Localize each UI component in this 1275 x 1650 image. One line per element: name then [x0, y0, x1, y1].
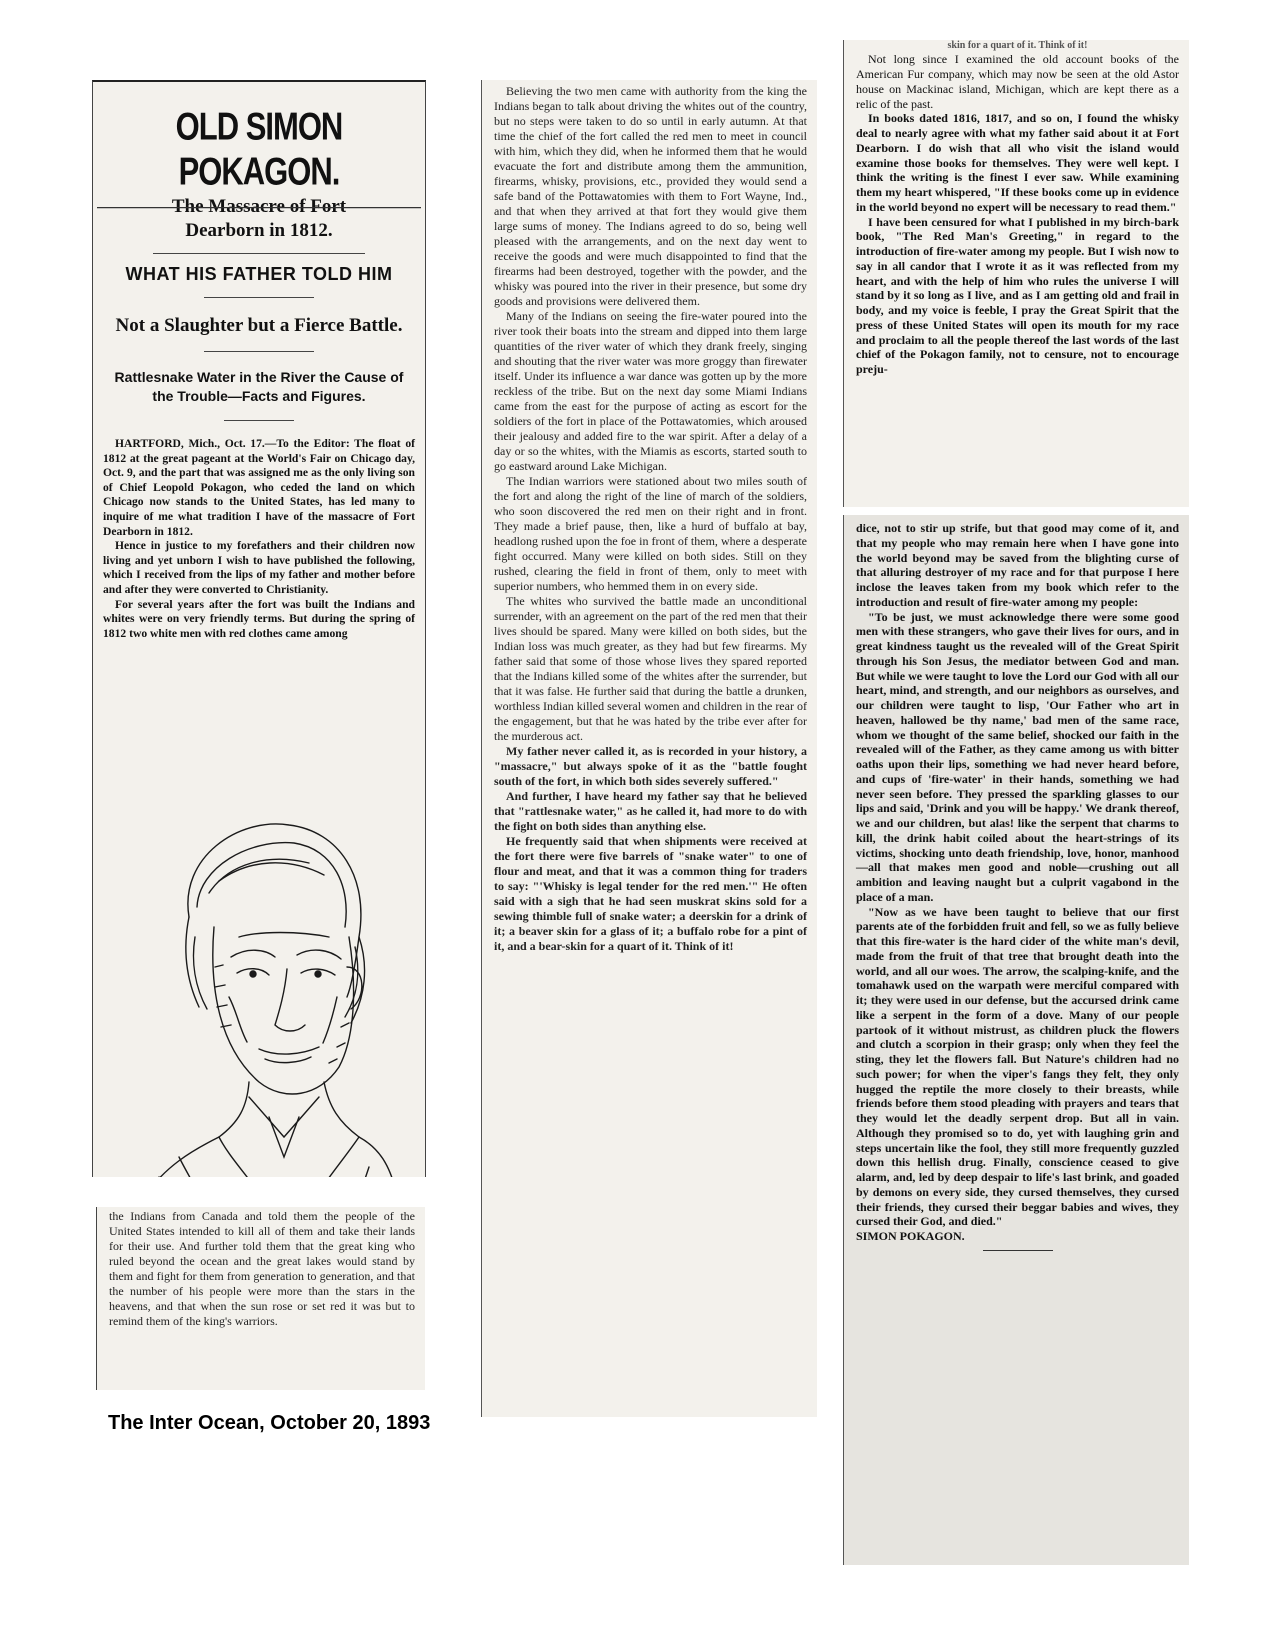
paragraph: "Now as we have been taught to believe that our first parents ate of the forbidden fruit and fell, so we as fully believe that this fire-water is the hard cider of the white man's devil, made from the fruit of that tree that brought death into the world, and all our woes. The arrow, the scalping-knife, and the tomahawk used on the warpath were merciful compared with it; they were used in our defense, but the accursed drink came like a serpent in the form of a dove. Many of our people partook of it without mistrust, as children pluck the flowers and clutch a scorpion in their grasp; only when they feel the sting, they let the flowers fall. But Nature's children had no such power; for when the viper's fangs they felt, they only hugged the reptile the more closely to their breasts, while friends before them stood pleading with prayers and tears that they would let the deadly serpent drop. But all in vain. Although they promised so to do, yet with laughing grin and steps uncertain like the fool, they still more frequently guzzled down this hellish drug. Finally, conscience ceased to give alarm, and, led by deep despair to life's last brink, and goaded by demons on every side, they cursed themselves, they cursed their friends, they cursed their beggar babies and wives, they cursed their God, and died." — [856, 904, 1179, 1229]
subheadline-battle: Not a Slaughter but a Fierce Battle. — [115, 314, 403, 336]
article-column-2 — [481, 80, 817, 1417]
source-credit: The Inter Ocean, October 20, 1893 — [108, 1412, 431, 1434]
headline: OLD SIMON POKAGON. — [97, 82, 421, 208]
paragraph: dice, not to stir up strife, but that good may come of it, and that my people who may remain here when I have gone into the world beyond may be saved from the blighting curse of that alluring destroyer of my race and for that purpose I here inclose the leaves taken from my book which refer to the introduction and result of fire-water among my people: — [856, 521, 1179, 609]
paragraph: Many of the Indians on seeing the fire-water poured into the river took their boats into the stream and dipped into them large quantities of the river water of which they drank freely, singing and shouting that the river water was more groggy than firewater itself. Under its influence a war dance was gotten up by the more reckless of the tribe. But on the next day some Miami Indians came from the east for the purpose of acting as escort for the soldiers of the fort in place of the Pottawatomies, which aroused their jealousy and added fire to the war spirit. After a delay of a day or so the whites, with the Miamis as escorts, started south to go eastward around Lake Michigan. — [494, 309, 807, 473]
paragraph: "To be just, we must acknowledge there were some good men with these strangers, who gave their lives for ours, and in great kindness taught us the revealed will of the Great Spirit through his Son Jesus, the mediator between God and man. But while we were taught to love the Lord our God with all our heart, mind, and strength, and our neighbors as ourselves, and our children were taught to lisp, 'Our Father who art in heaven, hallowed be thy name,' bad men of the same race, whom we thought of the same belief, shocked our faith in the revealed will of the Father, as they came among us with bitter oaths upon their lips, something we had never heard before, and cups of 'fire-water' in their hands, something we had never seen before. They pressed the sparkling glasses to our lips and said, 'Drink and you will be happy.' We drank thereof, we and our children, but alas! like the serpent that charms to kill, the drink habit coiled about the heart-strings of its victims, shocking unto death friendship, love, honor, manhood—all that makes men good and noble—crushing out all ambition and leaving naught but a culprit vagabond in the place of a man. — [856, 609, 1179, 904]
paragraph: Hence in justice to my forefathers and their children now living and yet unborn I wish to have published the following, which I received from the lips of my father and mother before and after they were converted to Christianity. — [103, 539, 415, 596]
article-column-1-continued — [96, 1207, 425, 1390]
divider — [224, 420, 294, 421]
column-1b-text — [97, 1207, 425, 1329]
paragraph: And further, I have heard my father say that he believed that "rattlesnake water," as he called it, had more to do with the fight on both sides than anything else. — [494, 789, 807, 833]
end-rule — [983, 1250, 1053, 1251]
signature: SIMON POKAGON. — [856, 1229, 965, 1243]
column-3a-text — [844, 40, 1189, 377]
article-column-3-top — [843, 40, 1189, 507]
subheadline-massacre: The Massacre of Fort Dearborn in 1812. — [153, 183, 365, 254]
paragraph: HARTFORD, Mich., Oct. 17.—To the Editor: The float of 1812 at the great pageant at the World's Fair on Chicago day, Oct. 9, and the part that was assigned me as the only living son of Chief Leopold Pokagon, who ceded the land on which Chicago now stands to the United States, has led many to inquire of me what tradition I have of the massacre of Fort Dearborn in 1812. — [103, 437, 415, 538]
column-2-text — [482, 80, 817, 954]
paragraph: I have been censured for what I published in my birch-bark book, "The Red Man's Greeting," in regard to the introduction of fire-water among my people. But I wish now to say in all candor that I wrote it as it was reflected from my heart, and with the help of him who rules the universe I will stand by it so long as I live, and as I am getting old and frail in body, and my voice is feeble, I pray the Great Spirit that the press of these United States will open its mouth for my race and proclaim to all the people thereof the last words of the last chief of the Pokagon family, not to censure, not to encourage preju- — [856, 214, 1179, 377]
paragraph: the Indians from Canada and told them the people of the United States intended to kill all of them and take their lands for their use. And further told them that the great king who ruled beyond the ocean and the great lakes would stand by them and fight for them from generation to generation, and that the number of his people were more than the stars in the heavens, and that when the sun rose or set red it was but to remind them of the king's warriors. — [109, 1209, 415, 1328]
portrait-illustration — [119, 797, 401, 1177]
paragraph: In books dated 1816, 1817, and so on, I found the whisky deal to nearly agree with what my father said about it at Fort Dearborn. I do wish that all who visit the island would examine those books for themselves. They were well kept. I think the writing is the finest I ever saw. While examining them my heart whispered, "If these books come up in evidence in the world beyond no expert will be necessary to read them." — [856, 111, 1179, 214]
paragraph: Believing the two men came with authority from the king the Indians began to talk about driving the whites out of the country, but no steps were taken to do so until in early autumn. At that time the chief of the fort called the red men to meet in council with him, which they did, when he informed them that he would evacuate the fort and distribute among them the ammunition, firearms, whisky, provisions, etc., provided they would send a safe band of the Pottawatomies with them to Fort Wayne, Ind., and that when they arrived at that fort they would give them large sums of money. The Indians agreed to do so, being well pleased with the arrangements, and on the next day went to receive the goods and were much disappointed to find that the firearms had been destroyed, together with the powder, and the whisky was poured into the river in their presence, but some dry goods and provisions were delivered them. — [494, 84, 807, 308]
paragraph: He frequently said that when shipments were received at the fort there were five barrels of "snake water" to one of flour and meat, and that it was a common thing for traders to say: "'Whisky is legal tender for the red men.'" He often said with a sigh that he had seen muskrat skins sold for a sewing thimble full of snake water; a deerskin for a drink of it; a beaver skin for a glass of it; a buffalo robe for a pint of it, and a bear-skin for a quart of it. Think of it! — [494, 834, 807, 953]
paragraph: The whites who survived the battle made an unconditional surrender, with an agreement on the part of the red men that their lives should be spared. Many were killed on both sides, but the Indian loss was much greater, as they had but few firearms. My father said that some of those whose lives they spared reported that the Indians killed some of the whites after the surrender, but that it was false. He further said that during the battle a drunken, worthless Indian killed several women and children in the rear of the engagement, but that he was hated by the tribe ever after for the murderous act. — [494, 594, 807, 743]
column-3b-text — [844, 515, 1189, 1251]
subheadline-rattlesnake: Rattlesnake Water in the River the Cause of the Trouble—Facts and Figures. — [114, 369, 404, 405]
paragraph: skin for a quart of it. Think of it! — [947, 40, 1088, 51]
paragraph: My father never called it, as is recorded in your history, a "massacre," but always spoke of it as the "battle fought south of the fort, in which both sides severely suffered." — [494, 744, 807, 788]
paragraph: Not long since I examined the old account books of the American Fur company, which may now be seen at the old Astor house on Mackinac island, Michigan, which are kept there as a relic of the past. — [856, 52, 1179, 111]
divider — [204, 351, 314, 352]
paragraph: The Indian warriors were stationed about two miles south of the fort and along the right of the line of march of the soldiers, who soon discovered the red men on their right and in front. They made a brief pause, then, like a hurd of buffalo at bay, headlong rushed upon the foe in front of them, where a desperate fight occurred. Many were killed on both sides. Still on they rushed, clearing the field in front of them, only to meet with superior numbers, who hemmed them in on every side. — [494, 474, 807, 593]
divider — [204, 297, 314, 298]
paragraph: For several years after the fort was built the Indians and whites were on very friendly terms. But during the spring of 1812 two white men with red clothes came among — [103, 597, 415, 640]
article-column-3-bottom — [843, 515, 1189, 1565]
subheadline-father: WHAT HIS FATHER TOLD HIM — [125, 263, 393, 284]
article-column-1 — [92, 80, 426, 1177]
column-1-text — [93, 425, 425, 641]
